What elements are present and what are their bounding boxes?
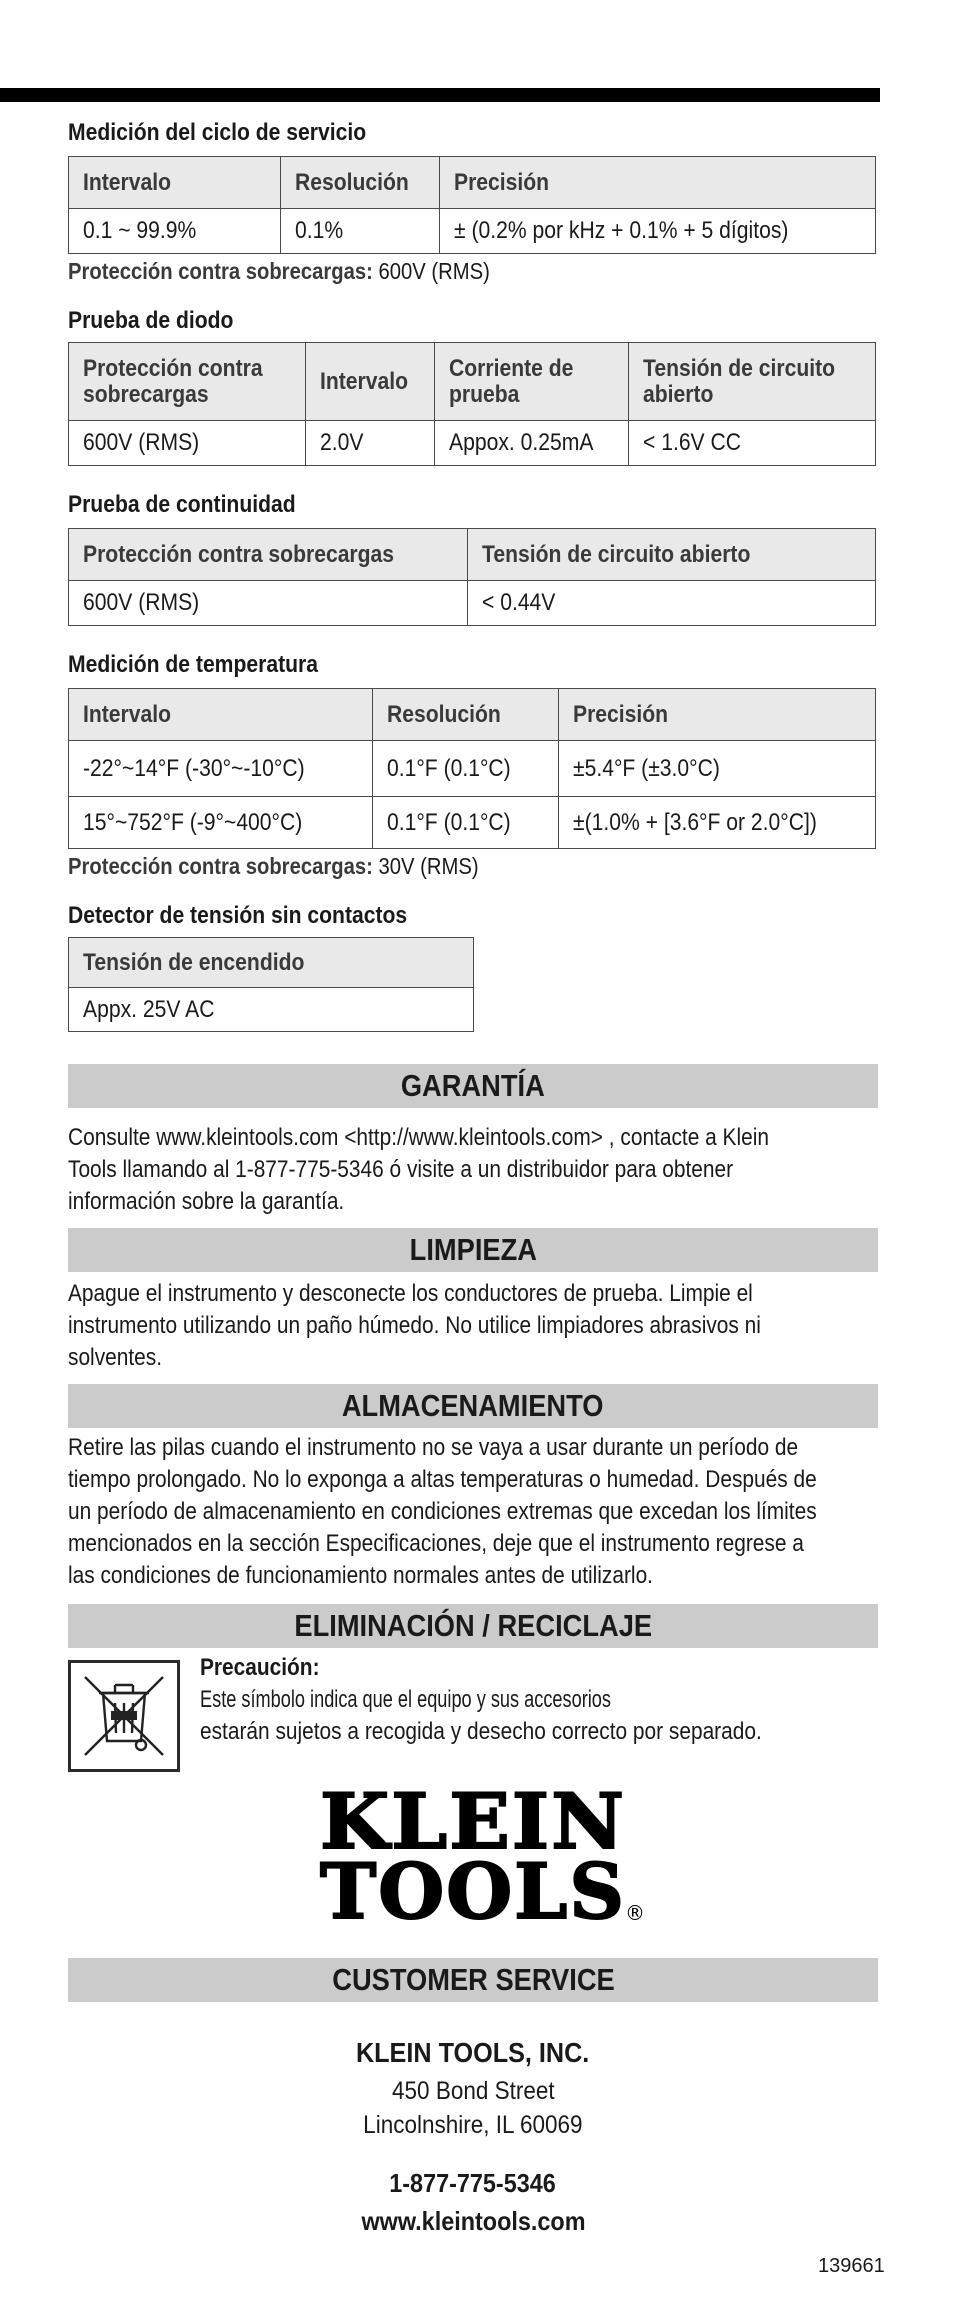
continuity-table: [68, 528, 876, 626]
duty-cycle-overload-note: Protección contra sobrecargas: 600V (RMS): [68, 258, 490, 284]
logo-line-klein: KLEIN: [320, 1777, 626, 1866]
temperature-overload-note: Protección contra sobrecargas: 30V (RMS): [68, 853, 479, 879]
table-header: Protección contra sobrecargas: [69, 529, 468, 581]
warranty-heading: GARANTÍA: [68, 1064, 878, 1108]
table-header: Resolución: [373, 689, 559, 741]
table-header: Precisión: [440, 157, 876, 209]
address-line-2: Lincolnshire, IL 60069: [363, 2111, 583, 2139]
address-line-1: 450 Bond Street: [391, 2077, 555, 2105]
table-header: Tensión de encendido: [69, 938, 474, 988]
registered-mark: ®: [625, 1901, 645, 1925]
table-header: Tensión de circuito abierto: [628, 343, 875, 421]
table-header: Intervalo: [305, 343, 434, 421]
contact-block: [68, 2036, 878, 2238]
company-name: KLEIN TOOLS, INC.: [356, 2037, 590, 2068]
table-cell: -22°~14°F (-30°~-10°C): [69, 741, 373, 797]
table-header: Intervalo: [69, 689, 373, 741]
table-cell: 0.1°F (0.1°C): [373, 741, 559, 797]
table-cell: Appx. 25V AC: [69, 988, 474, 1032]
continuity-title: Prueba de continuidad: [68, 491, 296, 518]
bin-graphic: [71, 1663, 177, 1769]
table-cell: ± (0.2% por kHz + 0.1% + 5 dígitos): [440, 209, 876, 254]
table-cell: ±(1.0% + [3.6°F or 2.0°C]): [559, 797, 876, 849]
spec-page: [68, 112, 878, 2238]
table-cell: 600V (RMS): [69, 421, 306, 466]
cleaning-heading: LIMPIEZA: [68, 1228, 878, 1272]
table-header: Precisión: [559, 689, 876, 741]
table-header: Tensión de circuito abierto: [468, 529, 876, 581]
diode-table: [68, 342, 876, 466]
top-rule: [0, 88, 880, 102]
table-header: Resolución: [281, 157, 440, 209]
table-cell: 0.1 ~ 99.9%: [69, 209, 281, 254]
table-header: Corriente de prueba: [434, 343, 628, 421]
temperature-table: [68, 688, 876, 849]
table-cell: ±5.4°F (±3.0°C): [559, 741, 876, 797]
table-cell: 600V (RMS): [69, 581, 468, 626]
table-header: Intervalo: [69, 157, 281, 209]
website-link[interactable]: www.kleintools.com: [360, 2206, 586, 2236]
table-cell: Appox. 0.25mA: [434, 421, 628, 466]
warranty-text: Consulte www.kleintools.com <http://www.kleintools.com> , contacte a Klein Tools llamando al 1-877-775-5346 ó visite a un distribuidor para obtener información sobre la garantía.: [68, 1124, 769, 1215]
storage-heading: ALMACENAMIENTO: [68, 1384, 878, 1428]
table-cell: 15°~752°F (-9°~400°C): [69, 797, 373, 849]
klein-tools-logo: [68, 1776, 878, 1928]
disposal-text: Precaución: Este símbolo indica que el equipo y sus accesorios estarán sujetos a recogida y desecho correcto por separado.: [200, 1654, 762, 1745]
table-header: Protección contra sobrecargas: [69, 343, 306, 421]
table-cell: 0.1%: [281, 209, 440, 254]
disposal-block: [68, 1648, 878, 1772]
ncvt-table: [68, 937, 474, 1032]
duty-cycle-title: Medición del ciclo de servicio: [68, 119, 367, 146]
temperature-title: Medición de temperatura: [68, 651, 318, 678]
ncvt-title: Detector de tensión sin contactos: [68, 902, 408, 929]
phone-number: 1-877-775-5346: [389, 2168, 557, 2198]
logo-line-tools: TOOLS: [320, 1847, 626, 1928]
customer-service-heading: CUSTOMER SERVICE: [68, 1958, 878, 2002]
crossed-out-wheelie-bin-icon: [68, 1660, 180, 1772]
klein-tools-wordmark: [68, 1776, 878, 1928]
table-cell: < 1.6V CC: [628, 421, 875, 466]
storage-text: Retire las pilas cuando el instrumento no se vaya a usar durante un período de tiempo prolongado. No lo exponga a altas temperaturas o humedad. Después de un período de almacenamiento en condiciones extremas que excedan los límites mencionados en la sección Especificaciones, deje que el instrumento regrese a las condiciones de funcionamiento normales antes de utilizarlo.: [68, 1434, 817, 1589]
disposal-heading: ELIMINACIÓN / RECICLAJE: [68, 1604, 878, 1648]
cleaning-text: Apague el instrumento y desconecte los conductores de prueba. Limpie el instrumento utilizando un paño húmedo. No utilice limpiadores abrasivos ni solventes.: [68, 1280, 761, 1371]
table-cell: 0.1°F (0.1°C): [373, 797, 559, 849]
table-cell: 2.0V: [305, 421, 434, 466]
duty-cycle-table: [68, 156, 876, 254]
table-cell: < 0.44V: [468, 581, 876, 626]
document-number: 139661: [818, 2255, 885, 2277]
diode-title: Prueba de diodo: [68, 307, 234, 334]
